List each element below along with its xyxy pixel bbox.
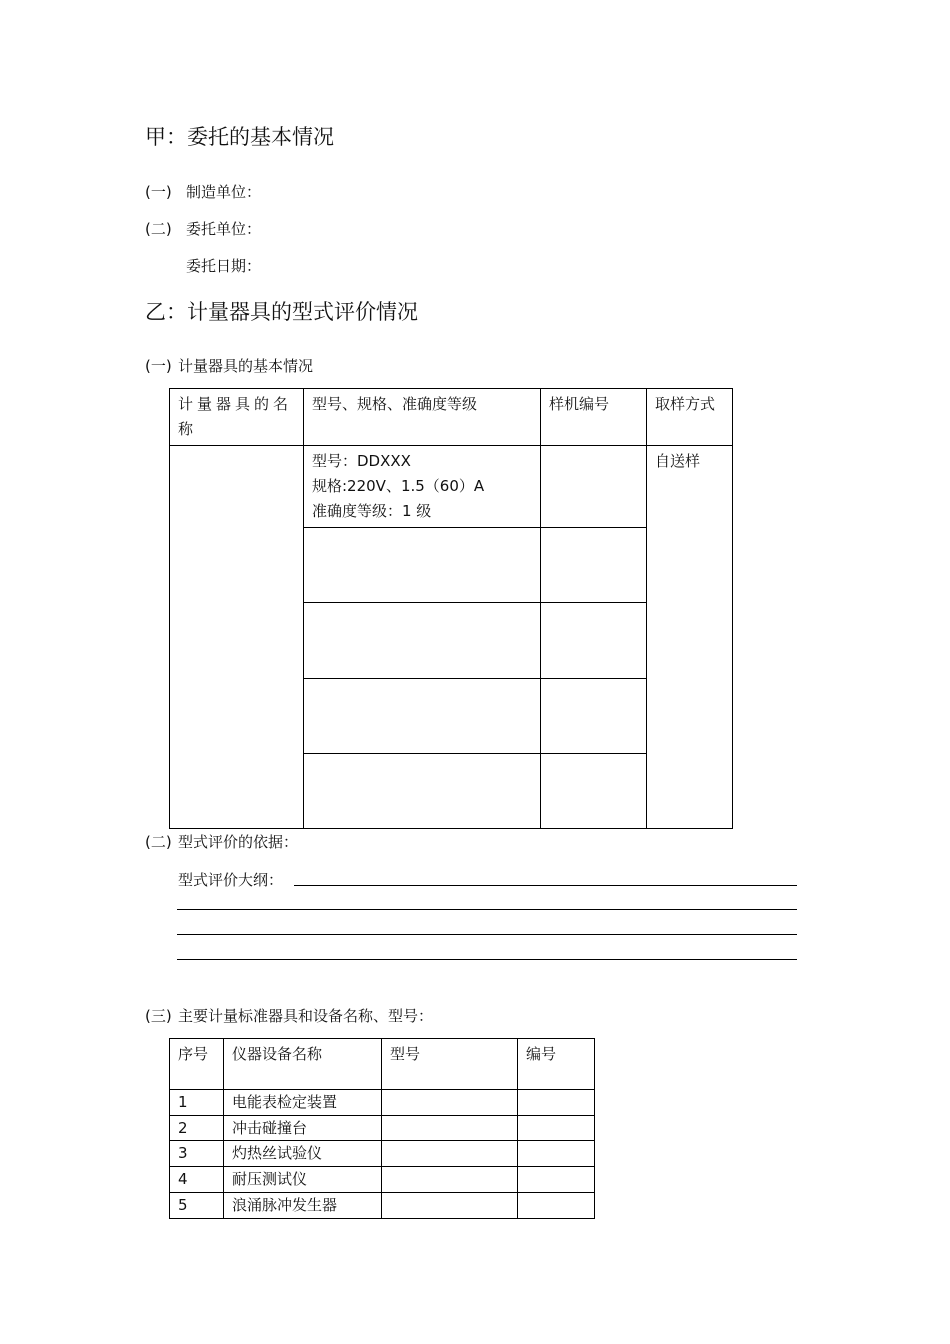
table-row [170, 1116, 595, 1141]
table-row [170, 1141, 595, 1167]
row-serial [518, 1141, 595, 1167]
item-client-label: 委托单位： [186, 220, 262, 238]
table-row [170, 1193, 595, 1219]
row-equipment-name: 浪涌脉冲发生器 [224, 1193, 382, 1219]
header-model-spec: 型号、规格、准确度等级 [304, 389, 541, 446]
row-model [382, 1141, 518, 1167]
header-equipment-name: 仪器设备名称 [224, 1039, 382, 1090]
sample-no-cell [541, 528, 647, 603]
outline-label: 型式评价大纲： [178, 871, 284, 889]
sample-no-cell [541, 679, 647, 754]
item-client-num: (二) [145, 220, 172, 238]
section-b-heading: 乙：计量器具的型式评价情况 [145, 300, 418, 324]
equipment-table [169, 1038, 595, 1219]
sub3-title: 主要计量标准器具和设备名称、型号： [178, 1007, 434, 1025]
row-serial [518, 1167, 595, 1193]
spec-line: 规格:220V、1.5（60）A [312, 477, 485, 495]
row-model [382, 1090, 518, 1116]
row-no: 5 [170, 1193, 224, 1219]
sub1-title: 计量器具的基本情况 [178, 357, 314, 375]
item-date-label: 委托日期： [186, 257, 262, 275]
row-model [382, 1167, 518, 1193]
sample-no-cell [541, 754, 647, 829]
sampling-method-cell: 自送样 [647, 446, 733, 829]
sub1-num: (一) [145, 357, 172, 375]
item-manufacturer-label: 制造单位： [186, 183, 262, 201]
row-no: 4 [170, 1167, 224, 1193]
fill-line [177, 909, 797, 910]
row-equipment-name: 电能表检定装置 [224, 1090, 382, 1116]
instrument-name-cell [170, 446, 304, 829]
row-no: 3 [170, 1141, 224, 1167]
sample-no-cell [541, 603, 647, 679]
fill-line [177, 934, 797, 935]
header-sampling-method: 取样方式 [647, 389, 733, 446]
row-equipment-name: 耐压测试仪 [224, 1167, 382, 1193]
model-spec-cell [304, 528, 541, 603]
row-model [382, 1116, 518, 1141]
fill-line [294, 885, 797, 886]
row-equipment-name: 冲击碰撞台 [224, 1116, 382, 1141]
row-no: 1 [170, 1090, 224, 1116]
item-manufacturer-num: (一) [145, 183, 172, 201]
instrument-table [169, 388, 733, 829]
fill-line [177, 959, 797, 960]
accuracy-line: 准确度等级：1 级 [312, 502, 432, 520]
header-sample-no: 样机编号 [541, 389, 647, 446]
model-spec-cell [304, 446, 541, 528]
header-no: 序号 [170, 1039, 224, 1090]
header-serial: 编号 [518, 1039, 595, 1090]
sub2-num: (二) [145, 833, 172, 851]
row-serial [518, 1193, 595, 1219]
model-spec-cell [304, 679, 541, 754]
row-equipment-name: 灼热丝试验仪 [224, 1141, 382, 1167]
sub3-num: (三) [145, 1007, 172, 1025]
header-model: 型号 [382, 1039, 518, 1090]
model-spec-cell [304, 603, 541, 679]
table-row [170, 1167, 595, 1193]
model-line: 型号：DDXXX [312, 452, 411, 470]
row-serial [518, 1090, 595, 1116]
row-serial [518, 1116, 595, 1141]
model-spec-cell [304, 754, 541, 829]
header-instrument-name: 计量器具的名称 [170, 389, 304, 446]
sample-no-cell [541, 446, 647, 528]
section-a-heading: 甲：委托的基本情况 [145, 125, 334, 149]
sub2-title: 型式评价的依据： [178, 833, 299, 851]
table-row [170, 1090, 595, 1116]
row-model [382, 1193, 518, 1219]
row-no: 2 [170, 1116, 224, 1141]
